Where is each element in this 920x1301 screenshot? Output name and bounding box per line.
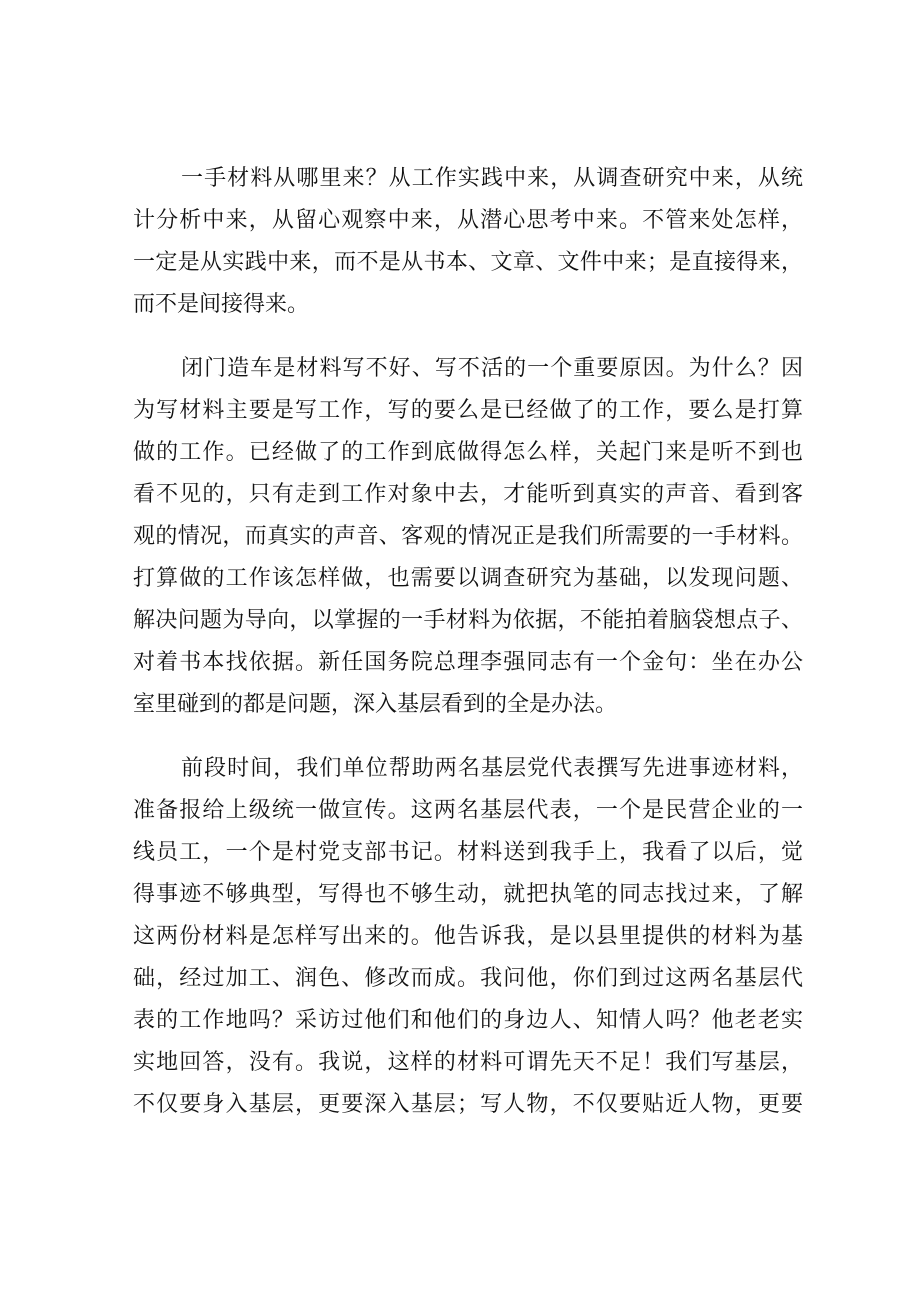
text-line: 础，经过加工、润色、修改而成。我问他，你们到过这两名基层代 bbox=[133, 966, 803, 991]
text-line: 打算做的工作该怎样做，也需要以调查研究为基础，以发现问题、 bbox=[133, 566, 803, 591]
text-line: 一定是从实践中来，而不是从书本、文章、文件中来；是直接得来， bbox=[133, 250, 803, 275]
document-body bbox=[133, 158, 803, 1148]
paragraph-2 bbox=[133, 348, 803, 726]
paragraph-1 bbox=[133, 158, 803, 326]
text-line: 看不见的，只有走到工作对象中去，才能听到真实的声音、看到客 bbox=[133, 482, 803, 507]
text-line: 这两份材料是怎样写出来的。他告诉我，是以县里提供的材料为基 bbox=[133, 924, 803, 949]
text-line: 对着书本找依据。新任国务院总理李强同志有一个金句：坐在办公 bbox=[133, 650, 803, 675]
text-line: 闭门造车是材料写不好、写不活的一个重要原因。为什么？因 bbox=[181, 356, 803, 381]
text-line: 观的情况，而真实的声音、客观的情况正是我们所需要的一手材料。 bbox=[133, 524, 803, 549]
text-line: 不仅要身入基层，更要深入基层；写人物，不仅要贴近人物，更要 bbox=[133, 1092, 803, 1117]
text-line: 为写材料主要是写工作，写的要么是已经做了的工作，要么是打算 bbox=[133, 398, 803, 423]
text-line: 表的工作地吗？采访过他们和他们的身边人、知情人吗？他老老实 bbox=[133, 1008, 803, 1033]
paragraph-3 bbox=[133, 748, 803, 1126]
text-line: 一手材料从哪里来？从工作实践中来，从调查研究中来，从统 bbox=[181, 166, 803, 191]
text-line: 而不是间接得来。 bbox=[133, 292, 310, 317]
text-line: 准备报给上级统一做宣传。这两名基层代表，一个是民营企业的一 bbox=[133, 798, 803, 823]
text-line: 解决问题为导向，以掌握的一手材料为依据，不能拍着脑袋想点子、 bbox=[133, 608, 803, 633]
text-line: 实地回答，没有。我说，这样的材料可谓先天不足！我们写基层， bbox=[133, 1050, 803, 1075]
text-line: 做的工作。已经做了的工作到底做得怎么样，关起门来是听不到也 bbox=[133, 440, 803, 465]
text-line: 计分析中来，从留心观察中来，从潜心思考中来。不管来处怎样， bbox=[133, 208, 803, 233]
text-line: 线员工，一个是村党支部书记。材料送到我手上，我看了以后，觉 bbox=[133, 840, 803, 865]
text-line: 前段时间，我们单位帮助两名基层党代表撰写先进事迹材料， bbox=[181, 756, 803, 781]
text-line: 室里碰到的都是问题，深入基层看到的全是办法。 bbox=[133, 692, 618, 717]
text-line: 得事迹不够典型，写得也不够生动，就把执笔的同志找过来，了解 bbox=[133, 882, 803, 907]
